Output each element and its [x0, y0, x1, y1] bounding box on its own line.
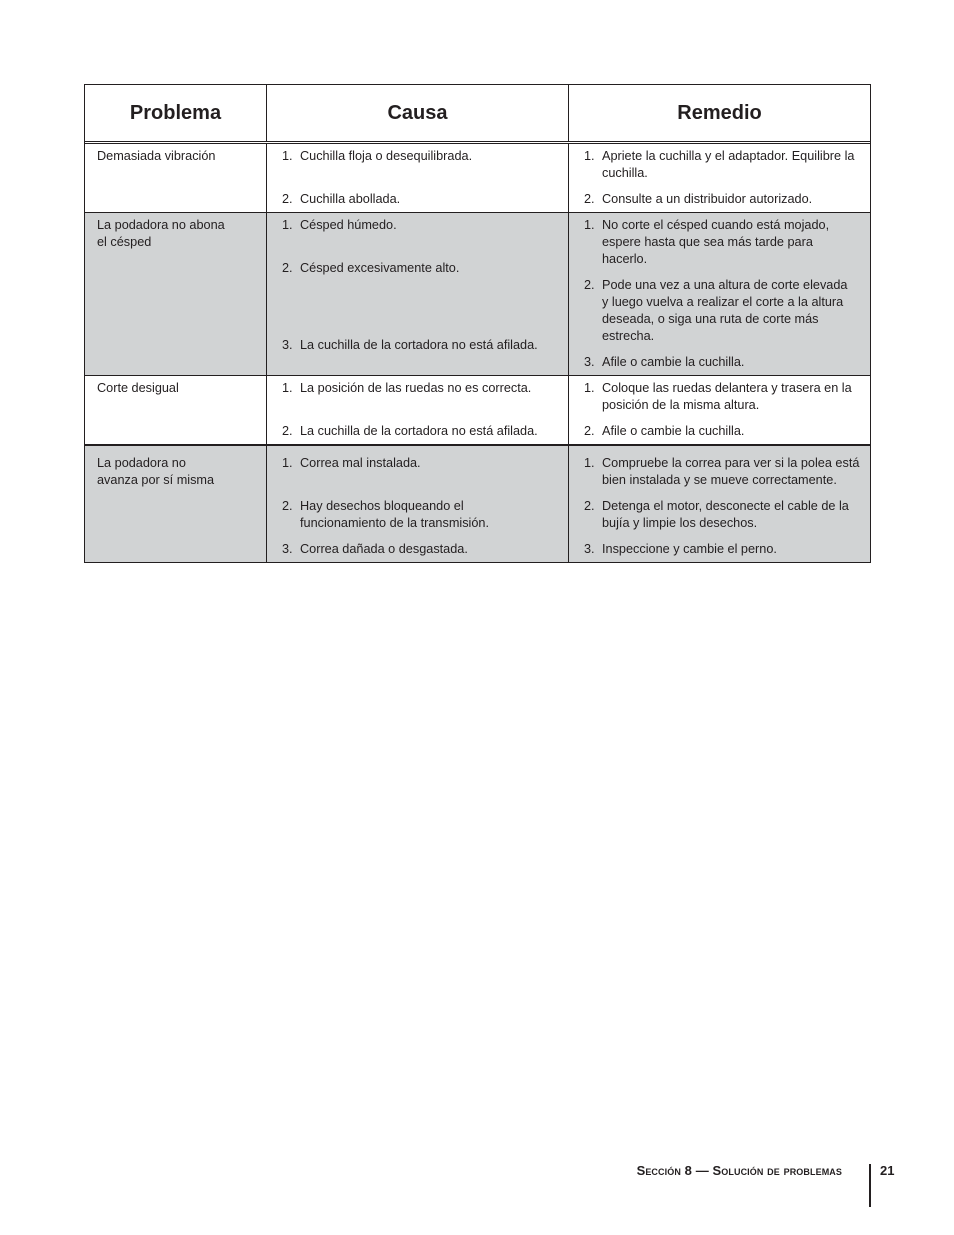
page-number: 21 — [880, 1163, 895, 1178]
item-number: 3. — [584, 542, 595, 556]
table-row — [85, 144, 870, 212]
remedy-item — [584, 380, 860, 414]
item-number: 1. — [282, 456, 293, 470]
table-header — [85, 85, 870, 144]
cause-text: Correa mal instalada. — [300, 456, 421, 470]
cause-cell — [267, 446, 569, 562]
remedy-text: No corte el césped cuando está mojado, espere hasta que sea más tarde para hacerlo. — [602, 218, 830, 266]
cause-item — [282, 541, 558, 558]
cause-text: Hay desechos bloqueando el funcionamiento de la transmisión. — [300, 499, 490, 530]
remedy-item — [584, 354, 860, 371]
problem-text: Demasiada vibración — [97, 149, 216, 163]
remedy-text: Compruebe la correa para ver si la polea está bien instalada y se mueve correctamente. — [602, 456, 860, 487]
cause-text: Cuchilla abollada. — [300, 192, 401, 206]
table-row — [85, 444, 870, 562]
remedy-item — [584, 423, 860, 440]
header-problem: Problema — [85, 85, 267, 141]
troubleshooting-table — [84, 84, 871, 563]
cause-item — [282, 260, 558, 277]
item-number: 2. — [282, 192, 293, 206]
item-number: 2. — [584, 278, 595, 292]
cause-item — [282, 148, 558, 165]
item-number: 1. — [584, 218, 595, 232]
remedy-text: Pode una vez a una altura de corte elevada y luego vuelva a realizar el corte a la altura deseada, o siga una ruta de corte más estrecha. — [602, 278, 848, 343]
problem-text: La podadora no avanza por sí misma — [97, 456, 215, 487]
cause-text: Cuchilla floja o desequilibrada. — [300, 149, 473, 163]
cause-text: La cuchilla de la cortadora no está afilada. — [300, 424, 538, 438]
item-number: 3. — [282, 338, 293, 352]
item-number: 2. — [584, 192, 595, 206]
section-footer-label: Sección 8 — Solución de problemas — [636, 1163, 842, 1178]
remedy-text: Detenga el motor, desconecte el cable de la bujía y limpie los desechos. — [602, 499, 849, 530]
table-row — [85, 212, 870, 375]
cause-text: Correa dañada o desgastada. — [300, 542, 468, 556]
item-number: 2. — [282, 499, 293, 513]
header-remedy: Remedio — [677, 101, 762, 124]
cause-item — [282, 191, 558, 208]
remedy-item — [584, 498, 860, 532]
remedy-text: Coloque las ruedas delantera y trasera en la posición de la misma altura. — [602, 381, 852, 412]
problem-cell — [85, 213, 267, 375]
cause-item — [282, 498, 558, 532]
remedy-item — [584, 217, 860, 268]
cause-cell — [267, 213, 569, 375]
remedy-item — [584, 541, 860, 558]
cause-item — [282, 455, 558, 472]
item-number: 2. — [282, 424, 293, 438]
problem-cell — [85, 446, 267, 562]
cause-item — [282, 217, 558, 234]
item-number: 2. — [282, 261, 293, 275]
footer-divider — [869, 1164, 871, 1207]
header-cause: Causa — [267, 85, 569, 141]
item-number: 1. — [282, 381, 293, 395]
remedy-text: Apriete la cuchilla y el adaptador. Equilibre la cuchilla. — [602, 149, 855, 180]
cause-item — [282, 337, 558, 354]
remedy-cell — [569, 376, 870, 444]
cause-item — [282, 380, 558, 397]
cause-cell — [267, 144, 569, 212]
item-number: 1. — [584, 381, 595, 395]
item-number: 1. — [584, 456, 595, 470]
remedy-text: Afile o cambie la cuchilla. — [602, 424, 745, 438]
item-number: 1. — [282, 218, 293, 232]
remedy-cell — [569, 213, 870, 375]
cause-text: Césped húmedo. — [300, 218, 397, 232]
item-number: 2. — [584, 424, 595, 438]
problem-text: Corte desigual — [97, 381, 179, 395]
remedy-cell — [569, 144, 870, 212]
remedy-item — [584, 455, 860, 489]
remedy-item — [584, 148, 860, 182]
cause-text: Césped excesivamente alto. — [300, 261, 460, 275]
remedy-cell — [569, 446, 870, 562]
remedy-text: Afile o cambie la cuchilla. — [602, 355, 745, 369]
item-number: 3. — [584, 355, 595, 369]
cause-item — [282, 423, 558, 440]
problem-cell — [85, 144, 267, 212]
cause-text: La posición de las ruedas no es correcta. — [300, 381, 532, 395]
cause-cell — [267, 376, 569, 444]
problem-cell — [85, 376, 267, 444]
item-number: 3. — [282, 542, 293, 556]
item-number: 1. — [584, 149, 595, 163]
cause-text: La cuchilla de la cortadora no está afilada. — [300, 338, 538, 352]
remedy-item — [584, 277, 860, 345]
remedy-item — [584, 191, 860, 208]
table-row — [85, 375, 870, 444]
remedy-text: Consulte a un distribuidor autorizado. — [602, 192, 813, 206]
item-number: 2. — [584, 499, 595, 513]
remedy-text: Inspeccione y cambie el perno. — [602, 542, 777, 556]
item-number: 1. — [282, 149, 293, 163]
problem-text: La podadora no abona el césped — [97, 218, 225, 249]
